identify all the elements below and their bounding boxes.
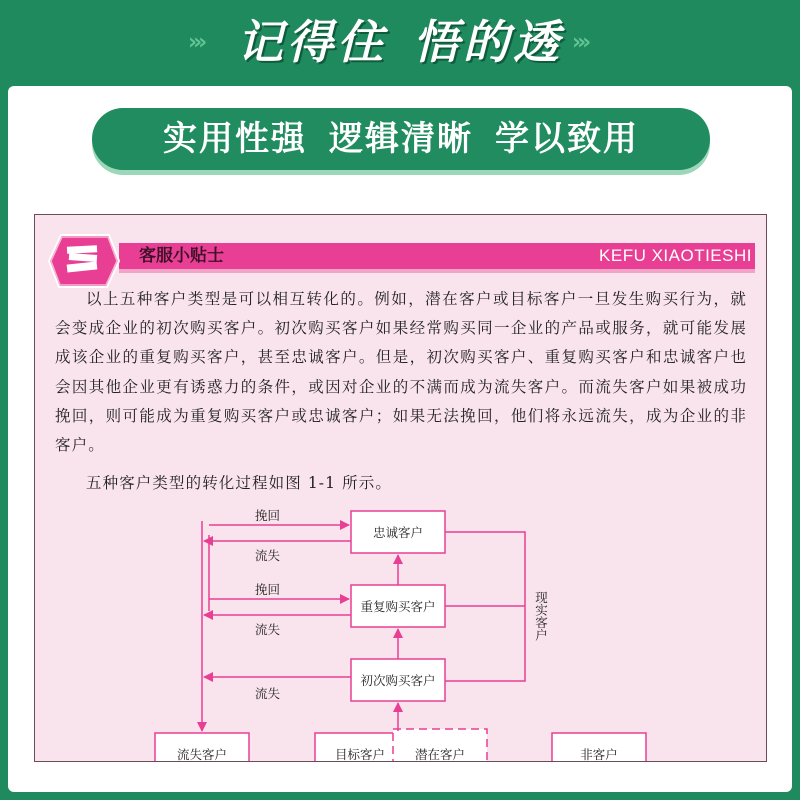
paragraph-1: 以上五种客户类型是可以相互转化的。例如，潜在客户或目标客户一旦发生购买行为，就会变成企业的初次购买客户。初次购买客户如果经常购买同一企业的产品或服务，就可能发展成该企业的重复购买客户，甚至忠诚客户。但是，初次购买客户、重复购买客户和忠诚客户也会因其他企业更有诱惑力的条件，或因对企业的不满而成为流失客户。而流失客户如果被成功挽回，则可能成为重复购买客户或忠诚客户；如果无法挽回，他们将永远流失，成为企业的非客户。 [55, 290, 747, 455]
book-page-preview [34, 214, 767, 762]
banner-headline [0, 6, 800, 72]
node-potential: 潜在客户 [414, 747, 466, 761]
node-target: 目标客户 [334, 747, 386, 761]
node-first: 初次购买客户 [360, 673, 436, 688]
chevrons-right-icon: ››› [572, 30, 588, 55]
headline-right: 悟的透 [413, 15, 563, 69]
tip-title-en: KEFU XIAOTIESHI [599, 246, 752, 265]
node-non: 非客户 [580, 747, 618, 761]
tip-title: 客服小贴士 [139, 246, 224, 266]
edge-lose-3: 流失 [255, 686, 281, 701]
feature-pill [92, 108, 710, 170]
customer-conversion-diagram [35, 215, 766, 761]
group-label-real-customer: 现实客户 [533, 591, 549, 641]
edge-lose-2: 流失 [255, 622, 281, 637]
headline-left: 记得住 [237, 15, 387, 69]
node-loyal: 忠诚客户 [372, 525, 424, 540]
feature-1: 实用性强 [163, 119, 307, 159]
feature-2: 逻辑清晰 [329, 119, 473, 159]
node-lost: 流失客户 [176, 747, 228, 761]
edge-recover-1: 挽回 [255, 508, 281, 523]
feature-3: 学以致用 [495, 119, 639, 159]
edge-recover-2: 挽回 [255, 582, 281, 597]
paragraph-2: 五种客户类型的转化过程如图 1-1 所示。 [86, 474, 392, 492]
node-repeat: 重复购买客户 [360, 599, 436, 614]
edge-lose-1: 流失 [255, 548, 281, 563]
chevrons-left-icon: ››› [188, 30, 204, 55]
